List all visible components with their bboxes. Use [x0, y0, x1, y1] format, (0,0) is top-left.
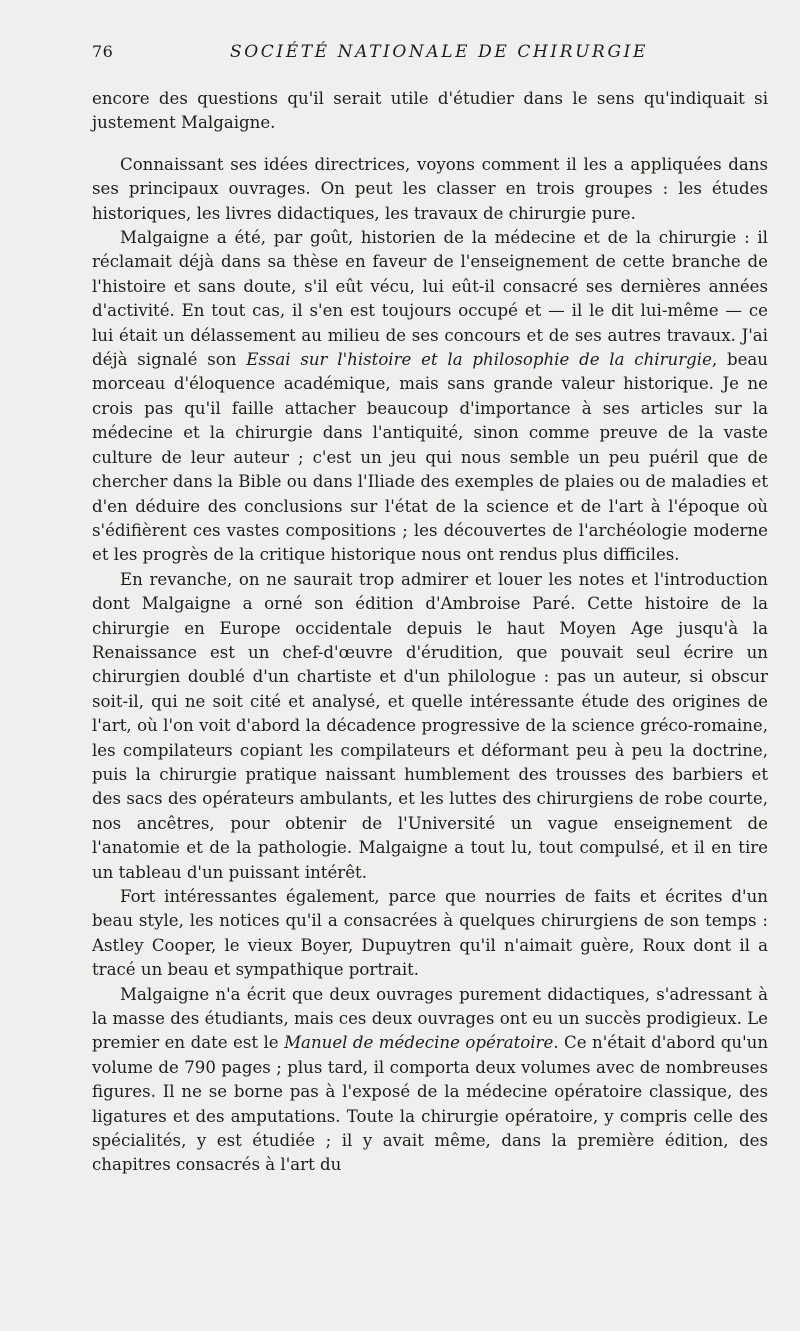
paragraph-text: En revanche, on ne saurait trop admirer et louer les notes et l'introduction dont Malgaigne a orné son édition d'Ambroise Paré. Cette histoire de la chirurgie en Europe occidentale depuis le haut Moyen Age jusqu'à la Renaissance est un chef-d'œuvre d'érudition, que pouvait seul écrire un chirurgien doublé d'un chartiste et d'un philologue : pas un auteur, si obscur soit-il, qui ne soit cité et analysé, et quelle intéressante étude des origines de l'art, où l'on voit d'abord la décadence progressive de la science gréco-romaine, les compilateurs copiant les compilateurs et déformant peu à peu la doctrine, puis la chirurgie pratique naissant humblement des trousses des barbiers et des sacs des opérateurs ambulants, et les luttes des chirurgiens de robe courte, nos ancêtres, pour obtenir de l'Université un vague enseignement de l'anatomie et de la pathologie. Malgaigne a tout lu, tout compulsé, et il en tire un tableau d'un puissant intérêt.	[92, 569, 768, 882]
paragraph-text: , beau morceau d'éloquence académique, mais sans grande valeur historique. Je ne crois pas qu'il faille attacher beaucoup d'importance à ses articles sur la médecine et la chirurgie dans l'antiquité, sinon comme preuve de la vaste culture de leur auteur ; c'est un jeu qui nous semble un peu puéril que de chercher dans la Bible ou dans l'Iliade des exemples de plaies ou de maladies et d'en déduire des conclusions sur l'état de la science et de l'art à l'époque où s'édifièrent ces vastes compositions ; les découvertes de l'archéologie moderne et les progrès de la critique historique nous ont rendus plus difficiles.	[92, 350, 768, 565]
running-title: SOCIÉTÉ NATIONALE DE CHIRURGIE	[230, 42, 648, 62]
paragraph-text: Fort intéressantes également, parce que nourries de faits et écrites d'un beau style, les notices qu'il a consacrées à quelques chirurgiens de son temps : Astley Cooper, le vieux Boyer, Dupuytren qu'il n'aimait guère, Roux dont il a tracé un beau et sympathique portrait.	[92, 887, 768, 980]
page-number: 76	[92, 42, 114, 61]
page-header	[92, 40, 782, 70]
paragraph-text: Malgaigne a été, par goût, historien de la médecine et de la chirurgie : il réclamait déjà dans sa thèse en faveur de l'enseignement de cette branche de l'histoire et sans doute, s'il eût vécu, lui eût-il consacré ses dernières années d'activité. En tout cas, il s'en est toujours occupé et — il le dit lui-même — ce lui était un délassement au milieu de ses concours et de ses autres travaux. J'ai déjà signalé son	[92, 228, 768, 370]
paragraph-4	[92, 568, 768, 885]
paragraph-6	[92, 983, 768, 1178]
paragraph-2	[92, 153, 768, 226]
paragraph-3	[92, 226, 768, 568]
book-title-manuel: Manuel de médecine opératoire	[284, 1033, 554, 1053]
text-body	[92, 87, 768, 1178]
paragraph-text: Malgaigne n'a écrit que deux ouvrages purement didactiques, s'adressant à la masse des étudiants, mais ces deux ouvrages ont eu un succès prodigieux. Le premier en date est le	[92, 984, 768, 1053]
paragraph-text: . Ce n'était d'abord qu'un volume de 790 pages ; plus tard, il comporta deux volumes avec de nombreuses figures. Il ne se borne pas à l'exposé de la médecine opératoire classique, des ligatures et des amputations. Toute la chirurgie opératoire, y compris celle des spécialités, y est étudiée ; il y avait même, dans la première édition, des chapitres consacrés à l'art du	[92, 1033, 769, 1175]
book-title-essai: Essai sur l'histoire et la philosophie de la chirurgie	[246, 350, 712, 370]
paragraph-text: Connaissant ses idées directrices, voyons comment il les a appliquées dans ses principaux ouvrages. On peut les classer en trois groupes : les études historiques, les livres didactiques, les travaux de chirurgie pure.	[92, 154, 768, 223]
paragraph-text: encore des questions qu'il serait utile d'étudier dans le sens qu'indiquait si justement Malgaigne.	[92, 89, 768, 133]
paragraph-1	[92, 87, 768, 136]
paragraph-5	[92, 885, 768, 983]
